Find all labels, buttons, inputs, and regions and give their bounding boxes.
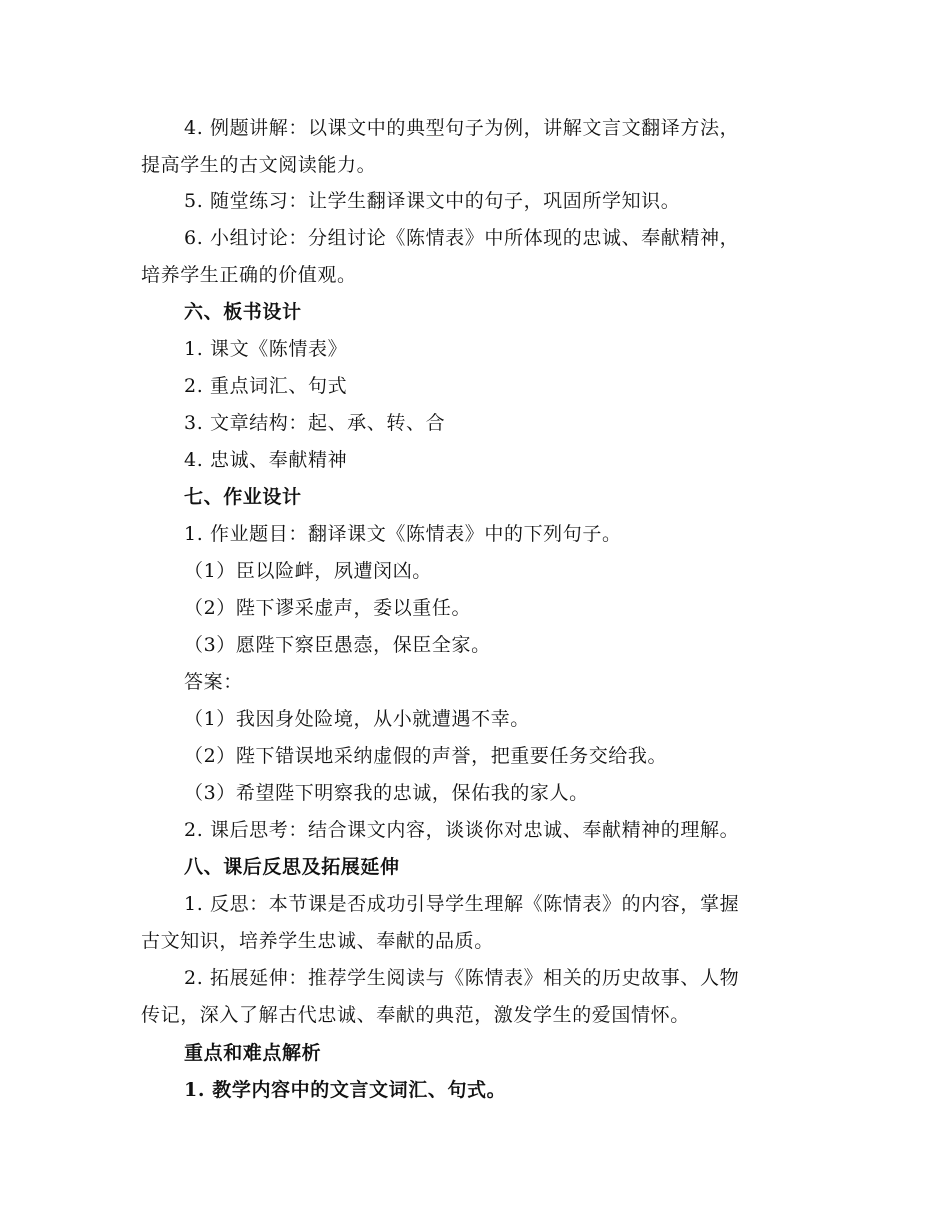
homework-sentence: （2）陛下谬采虚声，委以重任。	[184, 597, 472, 619]
paragraph-6-line-1: 6. 小组讨论：分组讨论《陈情表》中所体现的忠诚、奉献精神，	[184, 227, 740, 249]
keypoints-heading: 重点和难点解析	[184, 1042, 322, 1064]
board-item: 2. 重点词汇、句式	[184, 375, 348, 397]
homework-sentence: （3）愿陛下察臣愚悫，保臣全家。	[184, 634, 491, 656]
extension-line-2: 传记，深入了解古代忠诚、奉献的典范，激发学生的爱国情怀。	[141, 1004, 690, 1026]
keypoint-1: 1. 教学内容中的文言文词汇、句式。	[184, 1079, 507, 1101]
section-7-heading: 七、作业设计	[184, 486, 302, 508]
answer-item: （2）陛下错误地采纳虚假的声誉，把重要任务交给我。	[184, 745, 668, 767]
extension-line-1: 2. 拓展延伸：推荐学生阅读与《陈情表》相关的历史故事、人物	[184, 967, 740, 989]
board-item: 3. 文章结构：起、承、转、合	[184, 412, 446, 434]
reflection-1-line-2: 古文知识，培养学生忠诚、奉献的品质。	[141, 930, 494, 952]
answer-item: （3）希望陛下明察我的忠诚，保佑我的家人。	[184, 782, 589, 804]
answer-item: （1）我因身处险境，从小就遭遇不幸。	[184, 708, 530, 730]
homework-sentence: （1）臣以险衅，夙遭闵凶。	[184, 560, 432, 582]
answer-label: 答案：	[184, 671, 243, 693]
homework-item-1: 1. 作业题目：翻译课文《陈情表》中的下列句子。	[184, 523, 622, 545]
paragraph-4-line-2: 提高学生的古文阅读能力。	[141, 154, 377, 176]
section-8-heading: 八、课后反思及拓展延伸	[184, 856, 400, 878]
paragraph-5: 5. 随堂练习：让学生翻译课文中的句子，巩固所学知识。	[184, 190, 681, 212]
board-item: 4. 忠诚、奉献精神	[184, 449, 348, 471]
board-item: 1. 课文《陈情表》	[184, 338, 348, 360]
homework-item-2: 2. 课后思考：结合课文内容，谈谈你对忠诚、奉献精神的理解。	[184, 819, 740, 841]
reflection-1-line-1: 1. 反思：本节课是否成功引导学生理解《陈情表》的内容，掌握	[184, 893, 740, 915]
section-6-heading: 六、板书设计	[184, 301, 302, 323]
paragraph-4-line-1: 4. 例题讲解：以课文中的典型句子为例，讲解文言文翻译方法，	[184, 117, 740, 139]
paragraph-6-line-2: 培养学生正确的价值观。	[141, 264, 357, 286]
